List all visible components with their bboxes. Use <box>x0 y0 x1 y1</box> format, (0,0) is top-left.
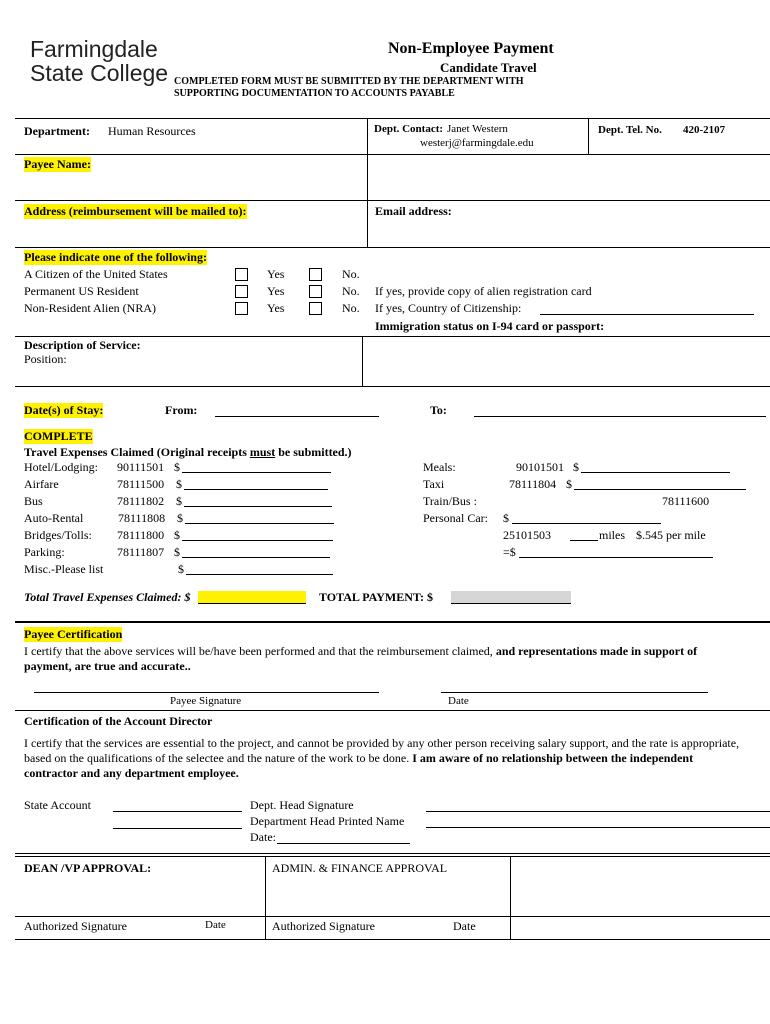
payee-date-line[interactable] <box>441 692 708 693</box>
approval-divider-2 <box>510 857 511 939</box>
dean-approval-label: DEAN /VP APPROVAL: <box>24 861 152 875</box>
admin-authorized-signature[interactable]: Authorized Signature <box>272 919 375 933</box>
meals-amount-line[interactable] <box>581 472 730 473</box>
dept-head-printed-label: Department Head Printed Name <box>250 814 405 828</box>
approval-bottom-border <box>15 939 770 940</box>
payee-cert-heading: Payee Certification <box>24 627 123 641</box>
citizen-no-label: No. <box>342 267 360 281</box>
bridges-amount-line[interactable] <box>182 540 333 541</box>
mileage-equals: =$ <box>503 545 516 559</box>
dept-head-signature-line[interactable] <box>426 811 770 812</box>
bus-dollar: $ <box>176 494 182 508</box>
airfare-amount-line[interactable] <box>184 489 328 490</box>
approval-top-border-2 <box>15 856 770 857</box>
form-subtitle: Candidate Travel <box>440 60 537 75</box>
resident-row-label: Permanent US Resident <box>24 284 139 298</box>
instruction-line-1: COMPLETED FORM MUST BE SUBMITTED BY THE DEPARTMENT WITH <box>174 76 524 87</box>
dept-contact-email: westerj@farmingdale.edu <box>420 137 534 149</box>
personal-car-code: 25101503 <box>503 528 551 542</box>
department-value: Human Resources <box>108 124 196 138</box>
resident-note: If yes, provide copy of alien registration card <box>375 284 592 298</box>
payee-signature-line[interactable] <box>34 692 379 693</box>
train-label: Train/Bus : <box>423 494 477 508</box>
state-account-line-1[interactable] <box>113 811 242 812</box>
payee-date-label: Date <box>448 695 469 707</box>
dept-contact-label: Dept. Contact: <box>374 123 444 135</box>
citizen-no-checkbox[interactable] <box>309 268 322 281</box>
payee-email-label: Email address: <box>375 204 452 218</box>
parking-amount-line[interactable] <box>182 557 330 558</box>
bridges-dollar: $ <box>174 528 180 542</box>
personal-car-dollar: $ <box>503 511 509 525</box>
airfare-label: Airfare <box>24 477 59 491</box>
stay-from-line[interactable] <box>215 416 379 417</box>
dept-contact-name: Janet Western <box>447 123 508 135</box>
instruction-line-2: SUPPORTING DOCUMENTATION TO ACCOUNTS PAYABLE <box>174 88 455 99</box>
payee-cert-top-border <box>15 621 770 623</box>
admin-finance-approval-label: ADMIN. & FINANCE APPROVAL <box>272 861 448 875</box>
row-divider-payee <box>15 200 770 201</box>
airfare-code: 78111500 <box>117 477 165 491</box>
stay-dates-label: Date(s) of Stay: <box>24 403 104 417</box>
parking-code: 78111807 <box>117 545 165 559</box>
position-label: Position: <box>24 352 67 366</box>
service-bottom-border <box>15 386 770 387</box>
hotel-code: 90111501 <box>117 460 165 474</box>
meals-dollar: $ <box>573 460 579 474</box>
director-cert-heading: Certification of the Account Director <box>24 714 213 728</box>
nra-note: If yes, Country of Citizenship: <box>375 301 522 315</box>
meals-code: 90101501 <box>516 460 564 474</box>
dept-head-printed-line[interactable] <box>426 827 770 828</box>
stay-from-label: From: <box>165 403 198 417</box>
mileage-rate: $.545 per mile <box>636 528 706 542</box>
dept-head-signature-label: Dept. Head Signature <box>250 798 354 812</box>
nra-no-checkbox[interactable] <box>309 302 322 315</box>
train-code: 78111600 <box>662 494 710 508</box>
dept-head-date-line[interactable] <box>277 843 410 844</box>
dean-authorized-signature[interactable]: Authorized Signature <box>24 919 127 933</box>
payee-cert-text: I certify that the above services will be/have been performed and that the reimbursement claimed, and representations made in support of payment, are true and accurate.. <box>24 644 698 673</box>
state-account-line-2[interactable] <box>113 828 242 829</box>
department-label: Department: <box>24 124 90 138</box>
payee-signature-label: Payee Signature <box>170 695 242 707</box>
citizen-yes-label: Yes <box>267 267 285 281</box>
service-divider <box>362 336 363 386</box>
service-description-label: Description of Service: <box>24 338 141 352</box>
auto-rental-amount-line[interactable] <box>185 523 334 524</box>
misc-amount-line[interactable] <box>186 574 333 575</box>
total-payment-label: TOTAL PAYMENT: $ <box>319 590 434 604</box>
bridges-code: 78111800 <box>117 528 165 542</box>
table-divider-mid <box>367 118 368 247</box>
immigration-status-label: Immigration status on I-94 card or passport: <box>375 319 605 333</box>
stay-to-line[interactable] <box>474 416 766 417</box>
taxi-code: 78111804 <box>509 477 557 491</box>
mileage-total-line[interactable] <box>519 557 713 558</box>
misc-dollar: $ <box>178 562 184 576</box>
nra-yes-checkbox[interactable] <box>235 302 248 315</box>
hotel-amount-line[interactable] <box>182 472 331 473</box>
director-cert-text: I certify that the services are essential to the project, and cannot be provided by any other person receiving salary support, and the rate is appropriate, based on the qualifications of the selectee and the nature of the work to be done. I am aware of no relationship between the independent contractor and any department employee. <box>24 736 740 780</box>
row-divider-dept <box>15 154 770 155</box>
miles-line[interactable] <box>570 540 598 541</box>
row-divider-address <box>15 247 770 248</box>
auto-rental-dollar: $ <box>177 511 183 525</box>
personal-car-amount-line[interactable] <box>512 523 661 524</box>
resident-yes-label: Yes <box>267 284 285 298</box>
hotel-label: Hotel/Lodging: <box>24 460 98 474</box>
dept-tel-label: Dept. Tel. No. <box>598 124 662 136</box>
citizenship-heading: Please indicate one of the following: <box>24 250 207 264</box>
citizen-yes-checkbox[interactable] <box>235 268 248 281</box>
payee-address-label: Address (reimbursement will be mailed to): <box>24 204 247 218</box>
meals-label: Meals: <box>423 460 456 474</box>
approval-top-border-1 <box>15 853 770 854</box>
miles-label: miles <box>599 528 625 542</box>
approval-divider-1 <box>265 857 266 939</box>
bridges-label: Bridges/Tolls: <box>24 528 92 542</box>
bus-code: 78111802 <box>117 494 165 508</box>
auto-rental-label: Auto-Rental <box>24 511 84 525</box>
table-top-border <box>15 118 770 119</box>
bus-amount-line[interactable] <box>184 506 332 507</box>
misc-label: Misc.-Please list <box>24 562 104 576</box>
stay-to-label: To: <box>430 403 447 417</box>
admin-date-label: Date <box>453 919 476 933</box>
approval-sig-border <box>15 916 770 917</box>
bus-label: Bus <box>24 494 43 508</box>
table-divider-tel <box>588 118 589 154</box>
college-logo-line2: State College <box>30 60 169 86</box>
payee-name-label: Payee Name: <box>24 157 91 171</box>
personal-car-label: Personal Car: <box>423 511 488 525</box>
dept-head-date-label: Date: <box>250 830 276 844</box>
resident-no-checkbox[interactable] <box>309 285 322 298</box>
nra-no-label: No. <box>342 301 360 315</box>
total-payment-line <box>451 603 571 604</box>
country-citizenship-line[interactable] <box>540 314 754 315</box>
taxi-label: Taxi <box>423 477 445 491</box>
expenses-heading: Travel Expenses Claimed (Original receipts must be submitted.) <box>24 445 352 459</box>
resident-no-label: No. <box>342 284 360 298</box>
nra-yes-label: Yes <box>267 301 285 315</box>
complete-label: COMPLETE <box>24 429 93 443</box>
director-cert-top-border <box>15 710 770 711</box>
dept-tel-value: 420-2107 <box>683 124 726 136</box>
college-logo-line1: Farmingdale <box>30 36 158 62</box>
taxi-amount-line[interactable] <box>574 489 746 490</box>
state-account-label: State Account <box>24 798 91 812</box>
nra-row-label: Non-Resident Alien (NRA) <box>24 301 156 315</box>
taxi-dollar: $ <box>566 477 572 491</box>
parking-label: Parking: <box>24 545 65 559</box>
hotel-dollar: $ <box>174 460 180 474</box>
service-top-border <box>15 336 770 337</box>
citizen-row-label: A Citizen of the United States <box>24 267 168 281</box>
form-title: Non-Employee Payment <box>388 40 554 57</box>
auto-rental-code: 78111808 <box>118 511 166 525</box>
resident-yes-checkbox[interactable] <box>235 285 248 298</box>
total-claimed-line <box>198 603 306 604</box>
dean-date-label: Date <box>205 919 226 931</box>
total-claimed-label: Total Travel Expenses Claimed: $ <box>24 590 191 604</box>
airfare-dollar: $ <box>176 477 182 491</box>
parking-dollar: $ <box>174 545 180 559</box>
